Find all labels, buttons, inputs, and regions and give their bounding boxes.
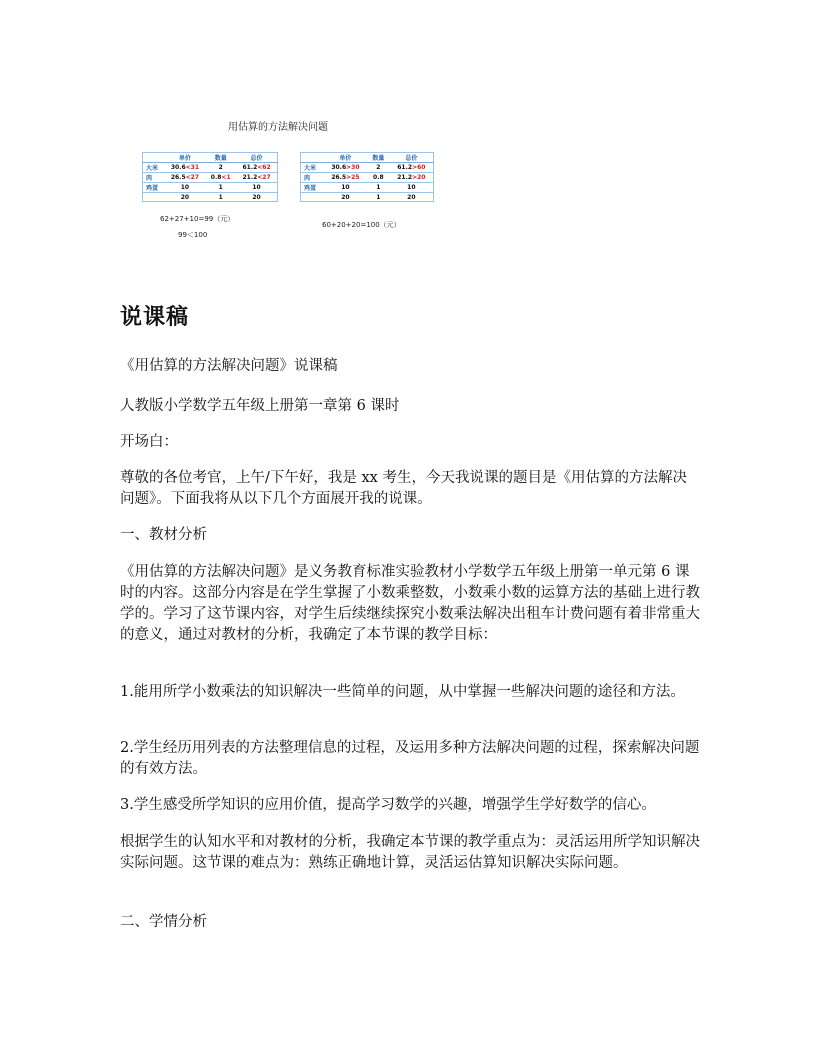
- table-row: 20 1 20: [143, 193, 278, 202]
- page-title: 说课稿: [120, 305, 190, 330]
- table-row: 肉 26.5>25 0.8 21.2>20: [301, 173, 434, 183]
- opening-label: 开场白：: [120, 434, 178, 450]
- table-header: 数量: [367, 153, 390, 163]
- goal-item: 1.能用所学小数乘法的知识解决一些简单的问题，从中掌握一些解决问题的途径和方法。: [120, 684, 685, 700]
- table-header: 单价: [324, 153, 367, 163]
- figure-title: 用估算的方法解决问题: [228, 122, 328, 133]
- estimate-table-up: [142, 152, 278, 202]
- table-row: 鸡蛋 10 1 10: [143, 183, 278, 193]
- estimation-figure: [140, 110, 460, 245]
- goal-item: 3.学生感受所学知识的应用价值，提高学习数学的兴趣，增强学生学好数学的信心。: [120, 797, 656, 813]
- table-row: 大米 30.6>30 2 61.2>60: [301, 163, 434, 173]
- table-header: [301, 153, 324, 163]
- table-header: 总价: [390, 153, 434, 163]
- lesson-title: 《用估算的方法解决问题》说课稿: [120, 358, 338, 374]
- course-info: 人教版小学数学五年级上册第一章第 6 课时: [120, 398, 400, 414]
- goal-item: 2.学生经历用列表的方法整理信息的过程，及运用多种方法解决问题的过程，探索解决问题的有效方法。: [120, 740, 700, 777]
- table-header: 单价: [165, 153, 206, 163]
- table-row: 20 1 20: [301, 193, 434, 202]
- opening-paragraph: 尊敬的各位考官，上午/下午好，我是 xx 考生，今天我说课的题目是《用估算的方法解决问题》。下面我将从以下几个方面展开我的说课。: [120, 470, 687, 507]
- table-header: 总价: [236, 153, 277, 163]
- formula-round-down: 60+20+20=100（元）: [322, 221, 401, 229]
- section-heading: 二、学情分析: [120, 914, 207, 930]
- table-row: 大米 30.6<31 2 61.2<62: [143, 163, 278, 173]
- formula-compare: 99＜100: [178, 231, 208, 239]
- estimate-table-down: [300, 152, 434, 202]
- textbook-analysis-paragraph: 《用估算的方法解决问题》是义务教育标准实验教材小学数学五年级上册第一单元第 6 课时的内容。这部分内容是在学生掌握了小数乘整数，小数乘小数的运算方法的基础上进行教学的。学习了这节课内容，对学生后续继续探究小数乘法解决出租车计费问题有着非常重大的意义，通过对教材的分析，我确定了本节课的教学目标：: [120, 564, 700, 643]
- formula-round-up: 62+27+10=99（元）: [160, 215, 235, 223]
- key-points-paragraph: 根据学生的认知水平和对教材的分析，我确定本节课的教学重点为：灵活运用所学知识解决实际问题。这节课的难点为：熟练正确地计算，灵活运估算知识解决实际问题。: [120, 834, 700, 871]
- section-heading: 一、教材分析: [120, 527, 207, 543]
- table-header: [143, 153, 165, 163]
- table-row: 鸡蛋 10 1 10: [301, 183, 434, 193]
- table-header: 数量: [205, 153, 236, 163]
- table-row: 肉 26.5<27 0.8<1 21.2<27: [143, 173, 278, 183]
